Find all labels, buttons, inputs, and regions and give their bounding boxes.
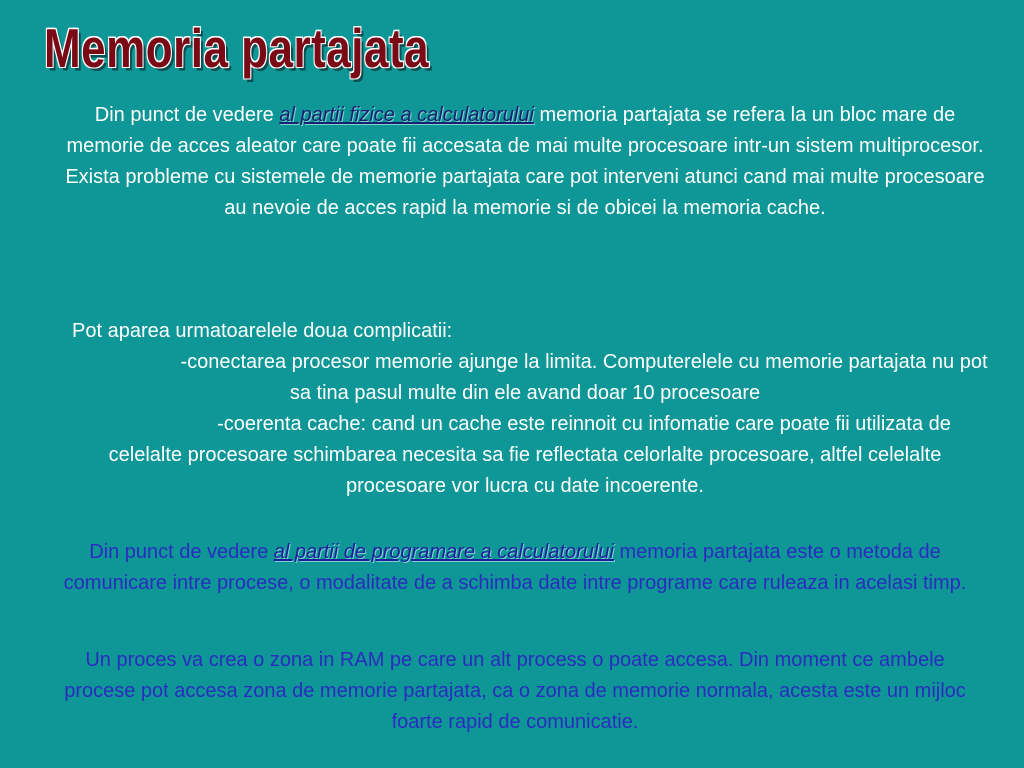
sw-text-pre: Din punct de vedere (89, 541, 274, 563)
process-text: Un proces va crea o zona in RAM pe care un alt process o poate accesa. Din moment ce ambele procese pot accesa zona de memorie partajata, ca o zona de memorie normala, acesta este un mijloc foarte rapid de comunicatie. (64, 649, 966, 733)
process-paragraph (50, 645, 980, 738)
hardware-paragraph (60, 100, 990, 224)
hw-text-post: memoria partajata se refera la un bloc mare de memorie de acces aleator care poate fii accesata de mai multe procesoare intr-un sistem multiprocesor. (66, 104, 984, 157)
hw-emphasis: al partii fizice a calculatorului (279, 104, 534, 126)
hw-problems-text: Exista probleme cu sistemele de memorie partajata care pot interveni atunci cand mai multe procesoare au nevoie de acces rapid la memorie si de obicei la memoria cache. (65, 166, 985, 219)
complication-item-1: -conectarea procesor memorie ajunge la limita. Computerelele cu memorie partajata nu pot sa tina pasul multe din ele avand doar 10 procesoare (180, 351, 988, 404)
complications-paragraph (60, 316, 990, 502)
page-title: Memoria partajata (44, 18, 430, 80)
software-paragraph (50, 537, 980, 599)
sw-text-post: memoria partajata este o metoda de comunicare intre procese, o modalitate de a schimba date intre programe care ruleaza in acelasi timp. (63, 541, 967, 594)
complications-intro: Pot aparea urmatoarelele doua complicatii: (72, 320, 453, 342)
complication-item-2: -coerenta cache: cand un cache este reinnoit cu infomatie care poate fii utilizata de celelalte procesoare schimbarea necesita sa fie reflectata celorlalte procesoare, altfel celelalte procesoare vor lucra cu date incoerente. (108, 413, 951, 497)
hw-text-pre: Din punct de vedere (94, 104, 280, 126)
sw-emphasis: al partii de programare a calculatorului (273, 541, 614, 563)
